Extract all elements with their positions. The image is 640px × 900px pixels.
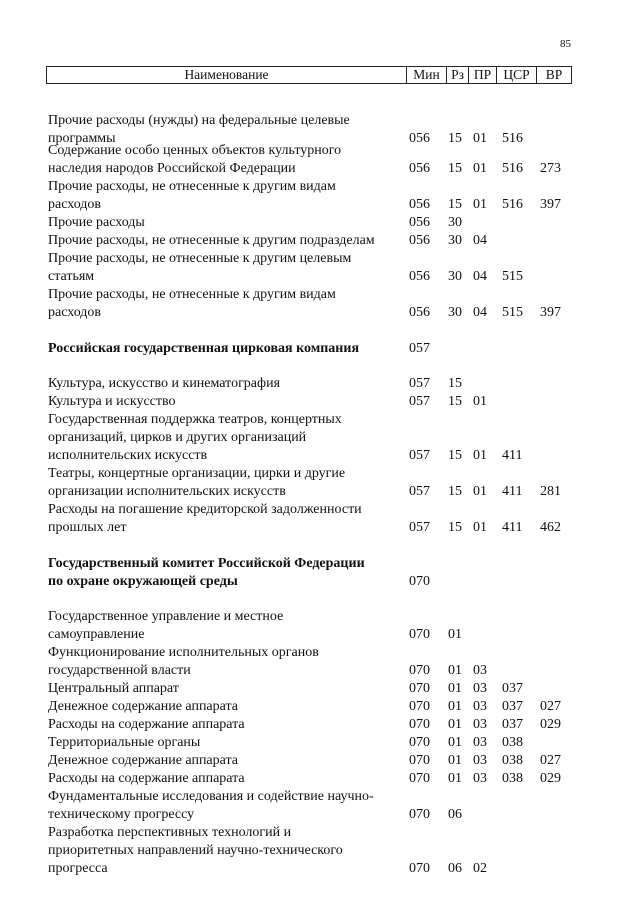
cell-csr: 515 [502, 305, 523, 320]
cell-min: 070 [409, 735, 430, 750]
row-name-line: по охране окружающей среды [48, 574, 238, 589]
row-name [48, 644, 406, 680]
row-name-line: наследия народов Российской Федерации [48, 161, 296, 176]
cell-csr: 037 [502, 681, 523, 696]
row-name [48, 250, 406, 286]
cell-min: 070 [409, 717, 430, 732]
row-name-line: организации исполнительских искусств [48, 484, 286, 499]
table-row [0, 214, 640, 232]
cell-rz: 30 [448, 233, 462, 248]
row-name-line: государственной власти [48, 663, 191, 678]
cell-vr: 029 [540, 771, 561, 786]
cell-rz: 15 [448, 376, 462, 391]
cell-rz: 15 [448, 448, 462, 463]
cell-csr: 516 [502, 161, 523, 176]
cell-rz: 15 [448, 394, 462, 409]
row-name [48, 214, 406, 232]
cell-csr: 037 [502, 699, 523, 714]
cell-rz: 06 [448, 861, 462, 876]
cell-pr: 03 [473, 735, 487, 750]
table-row [0, 734, 640, 752]
row-name-line: исполнительских искусств [48, 448, 208, 463]
cell-csr: 411 [502, 484, 523, 499]
row-name-line: Государственный комитет Российской Федерации [48, 556, 365, 571]
row-name-line: Денежное содержание аппарата [48, 753, 239, 768]
table-row [0, 680, 640, 698]
cell-pr: 04 [473, 269, 487, 284]
cell-rz: 01 [448, 663, 462, 678]
table-row [0, 465, 640, 501]
row-name-line: Расходы на погашение кредиторской задолженности [48, 502, 362, 517]
table-row [0, 716, 640, 734]
column-header-csr: ЦСР [497, 67, 537, 83]
table-row [0, 393, 640, 411]
cell-pr: 03 [473, 699, 487, 714]
row-name [48, 375, 406, 393]
cell-rz: 15 [448, 484, 462, 499]
table-row [0, 824, 640, 878]
cell-rz: 30 [448, 269, 462, 284]
row-name-line: техническому прогрессу [48, 807, 195, 822]
table-row [0, 340, 640, 358]
row-name-line: Прочие расходы, не отнесенные к другим целевым [48, 251, 352, 266]
table-row [0, 178, 640, 214]
cell-vr: 462 [540, 520, 561, 535]
cell-min: 070 [409, 681, 430, 696]
cell-min: 070 [409, 807, 430, 822]
cell-csr: 038 [502, 753, 523, 768]
row-name [48, 734, 406, 752]
cell-rz: 01 [448, 735, 462, 750]
row-name-line: Расходы на содержание аппарата [48, 771, 245, 786]
row-name [48, 824, 406, 878]
cell-pr: 03 [473, 663, 487, 678]
cell-rz: 01 [448, 681, 462, 696]
row-name-line: статьям [48, 269, 95, 284]
row-name [48, 752, 406, 770]
row-name-line: Прочие расходы, не отнесенные к другим подразделам [48, 233, 375, 248]
cell-vr: 397 [540, 305, 561, 320]
row-name-line: Содержание особо ценных объектов культурного [48, 143, 342, 158]
row-name-line: расходов [48, 197, 102, 212]
cell-min: 056 [409, 161, 430, 176]
cell-pr: 04 [473, 305, 487, 320]
cell-min: 070 [409, 663, 430, 678]
cell-min: 056 [409, 305, 430, 320]
cell-min: 057 [409, 376, 430, 391]
row-name [48, 680, 406, 698]
row-name [48, 232, 406, 250]
cell-vr: 029 [540, 717, 561, 732]
table-row [0, 142, 640, 178]
cell-pr: 04 [473, 233, 487, 248]
cell-pr: 01 [473, 131, 487, 146]
cell-csr: 515 [502, 269, 523, 284]
row-name [48, 393, 406, 411]
table-row [0, 501, 640, 537]
row-name-line: прошлых лет [48, 520, 127, 535]
row-name-line: расходов [48, 305, 102, 320]
cell-min: 070 [409, 753, 430, 768]
cell-vr: 397 [540, 197, 561, 212]
column-header-pr: ПР [469, 67, 497, 83]
row-name-line: Денежное содержание аппарата [48, 699, 239, 714]
cell-pr: 03 [473, 771, 487, 786]
table-row [0, 411, 640, 465]
row-name-line: Прочие расходы (нужды) на федеральные целевые [48, 113, 350, 128]
cell-pr: 03 [473, 717, 487, 732]
table-row [0, 555, 640, 591]
cell-rz: 15 [448, 161, 462, 176]
cell-rz: 01 [448, 717, 462, 732]
row-name-line: Государственное управление и местное [48, 609, 284, 624]
cell-vr: 027 [540, 699, 561, 714]
cell-rz: 01 [448, 699, 462, 714]
row-name-line: Прочие расходы, не отнесенные к другим видам [48, 287, 336, 302]
row-name [48, 770, 406, 788]
cell-pr: 01 [473, 394, 487, 409]
cell-min: 070 [409, 574, 430, 589]
row-name-line: Государственная поддержка театров, концертных [48, 412, 342, 427]
column-header-min: Мин [407, 67, 447, 83]
row-name [48, 788, 406, 824]
cell-min: 056 [409, 233, 430, 248]
cell-rz: 30 [448, 305, 462, 320]
row-name [48, 286, 406, 322]
row-name [48, 142, 406, 178]
cell-csr: 038 [502, 735, 523, 750]
cell-rz: 15 [448, 197, 462, 212]
cell-min: 070 [409, 699, 430, 714]
cell-pr: 01 [473, 448, 487, 463]
row-name [48, 716, 406, 734]
cell-vr: 273 [540, 161, 561, 176]
cell-csr: 038 [502, 771, 523, 786]
cell-rz: 06 [448, 807, 462, 822]
row-name-line: Российская государственная цирковая компания [48, 341, 360, 356]
cell-pr: 02 [473, 861, 487, 876]
cell-pr: 03 [473, 681, 487, 696]
cell-min: 056 [409, 215, 430, 230]
cell-pr: 01 [473, 197, 487, 212]
row-name-line: самоуправление [48, 627, 145, 642]
table-row [0, 788, 640, 824]
cell-min: 070 [409, 861, 430, 876]
cell-csr: 411 [502, 520, 523, 535]
row-name [48, 465, 406, 501]
row-name-line: Расходы на содержание аппарата [48, 717, 245, 732]
column-header-rz: Рз [447, 67, 469, 83]
row-name-line: Центральный аппарат [48, 681, 179, 696]
row-name-line: Территориальные органы [48, 735, 201, 750]
cell-min: 057 [409, 394, 430, 409]
cell-pr: 01 [473, 484, 487, 499]
row-name [48, 178, 406, 214]
column-header-name: Наименование [47, 67, 407, 83]
cell-rz: 01 [448, 627, 462, 642]
cell-min: 070 [409, 627, 430, 642]
cell-pr: 01 [473, 520, 487, 535]
row-name [48, 501, 406, 537]
cell-csr: 516 [502, 131, 523, 146]
cell-csr: 037 [502, 717, 523, 732]
row-name-line: Функционирование исполнительных органов [48, 645, 319, 660]
row-name-line: Прочие расходы, не отнесенные к другим видам [48, 179, 336, 194]
table-row [0, 608, 640, 644]
table-row [0, 698, 640, 716]
row-name-line: Прочие расходы [48, 215, 145, 230]
table-row [0, 644, 640, 680]
row-name [48, 555, 406, 591]
cell-min: 057 [409, 520, 430, 535]
row-name-line: Культура и искусство [48, 394, 176, 409]
table-header [46, 66, 572, 84]
row-name-line: прогресса [48, 861, 108, 876]
cell-min: 057 [409, 484, 430, 499]
column-header-vr: ВР [545, 67, 563, 82]
cell-csr: 411 [502, 448, 523, 463]
cell-vr: 027 [540, 753, 561, 768]
table-row [0, 250, 640, 286]
row-name-line: программы [48, 131, 116, 146]
row-name-line: организаций, цирков и других организаций [48, 430, 307, 445]
row-name [48, 411, 406, 465]
table-row [0, 752, 640, 770]
cell-pr: 01 [473, 161, 487, 176]
table-row [0, 286, 640, 322]
row-name-line: Культура, искусство и кинематография [48, 376, 281, 391]
cell-min: 056 [409, 269, 430, 284]
table-row [0, 232, 640, 250]
cell-min: 070 [409, 771, 430, 786]
cell-vr: 281 [540, 484, 561, 499]
cell-rz: 30 [448, 215, 462, 230]
cell-rz: 01 [448, 771, 462, 786]
cell-min: 056 [409, 131, 430, 146]
cell-rz: 01 [448, 753, 462, 768]
row-name [48, 340, 406, 358]
cell-pr: 03 [473, 753, 487, 768]
cell-min: 057 [409, 448, 430, 463]
row-name-line: приоритетных направлений научно-технического [48, 843, 343, 858]
page-number: 85 [560, 38, 571, 50]
row-name [48, 608, 406, 644]
row-name [48, 698, 406, 716]
table-row [0, 770, 640, 788]
cell-min: 056 [409, 197, 430, 212]
cell-csr: 516 [502, 197, 523, 212]
cell-rz: 15 [448, 131, 462, 146]
table-row [0, 375, 640, 393]
cell-rz: 15 [448, 520, 462, 535]
row-name-line: Театры, концертные организации, цирки и другие [48, 466, 346, 481]
cell-min: 057 [409, 341, 430, 356]
row-name-line: Разработка перспективных технологий и [48, 825, 292, 840]
row-name-line: Фундаментальные исследования и содействие научно- [48, 789, 374, 804]
